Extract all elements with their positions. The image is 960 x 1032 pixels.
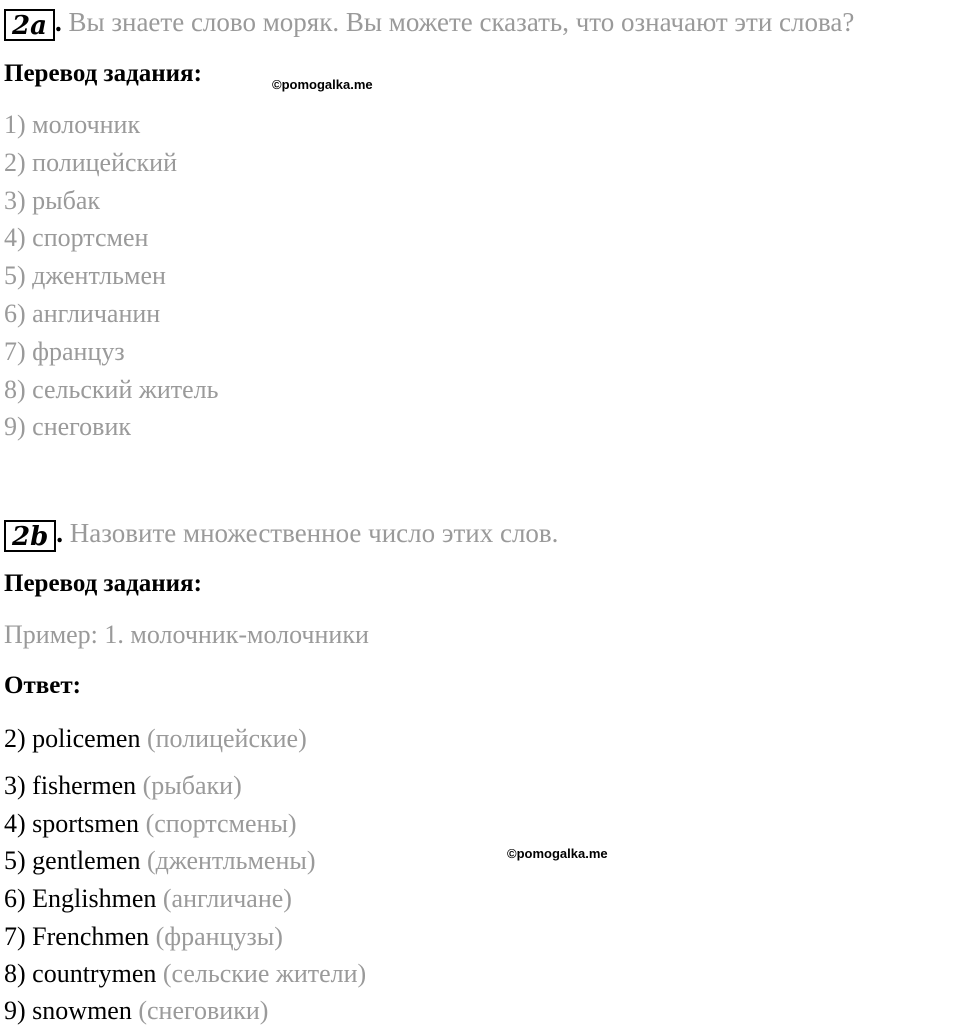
list-item: 6) англичанин bbox=[4, 298, 161, 328]
translation-list bbox=[4, 106, 219, 446]
answer-item: 9) snowmen (снеговики) bbox=[4, 996, 269, 1025]
list-item: 3) рыбак bbox=[4, 185, 101, 215]
answer-word: snowmen bbox=[32, 996, 132, 1025]
answer-item: 3) fishermen (рыбаки) bbox=[4, 771, 242, 800]
task-2b-line bbox=[4, 515, 558, 552]
answer-translation: (англичане) bbox=[162, 884, 292, 913]
answer-item: 7) Frenchmen (французы) bbox=[4, 922, 283, 951]
badge-dot: . bbox=[56, 518, 64, 548]
answer-word: countrymen bbox=[32, 959, 157, 988]
answer-translation: (французы) bbox=[155, 922, 283, 951]
watermark: ©pomogalka.me bbox=[507, 846, 608, 861]
task-number-badge: 2a bbox=[4, 9, 55, 41]
list-item: 4) спортсмен bbox=[4, 223, 149, 253]
answer-word: fishermen bbox=[32, 771, 137, 800]
answer-item: 2) policemen (полицейские) bbox=[4, 724, 307, 753]
answer-item: 5) gentlemen (джентльмены) bbox=[4, 846, 316, 875]
example-line: Пример: 1. молочник-молочники bbox=[4, 620, 369, 649]
answer-word: Englishmen bbox=[32, 884, 157, 913]
list-item: 2) полицейский bbox=[4, 147, 177, 177]
list-item: 5) джентльмен bbox=[4, 261, 166, 291]
watermark: ©pomogalka.me bbox=[272, 77, 373, 92]
answer-word: sportsmen bbox=[32, 809, 140, 838]
answer-translation: (сельские жители) bbox=[162, 959, 367, 988]
task-number-badge: 2b bbox=[4, 520, 56, 552]
task-2a-line bbox=[4, 4, 854, 41]
answer-word: gentlemen bbox=[32, 846, 141, 875]
translation-heading: Перевод задания: bbox=[4, 60, 202, 87]
task-instruction: Назовите множественное число этих слов. bbox=[69, 518, 559, 548]
list-item: 9) снеговик bbox=[4, 412, 131, 442]
answer-item: 6) Englishmen (англичане) bbox=[4, 884, 292, 913]
answer-translation: (рыбаки) bbox=[142, 771, 242, 800]
answer-word: Frenchmen bbox=[32, 922, 150, 951]
answer-item: 4) sportsmen (спортсмены) bbox=[4, 809, 297, 838]
list-item: 8) сельский житель bbox=[4, 374, 219, 404]
answer-translation: (снеговики) bbox=[138, 996, 269, 1025]
answer-heading: Ответ: bbox=[4, 672, 81, 699]
answer-translation: (спортсмены) bbox=[145, 809, 297, 838]
list-item: 7) француз bbox=[4, 336, 125, 366]
task-instruction: Вы знаете слово моряк. Вы можете сказать, что означают эти слова? bbox=[68, 7, 855, 37]
translation-heading: Перевод задания: bbox=[4, 570, 202, 597]
answer-translation: (полицейские) bbox=[146, 724, 307, 753]
badge-dot: . bbox=[54, 7, 62, 37]
answer-translation: (джентльмены) bbox=[146, 846, 316, 875]
answer-item: 8) countrymen (сельские жители) bbox=[4, 959, 367, 988]
list-item: 1) молочник bbox=[4, 110, 141, 139]
answer-word: policemen bbox=[32, 724, 141, 753]
